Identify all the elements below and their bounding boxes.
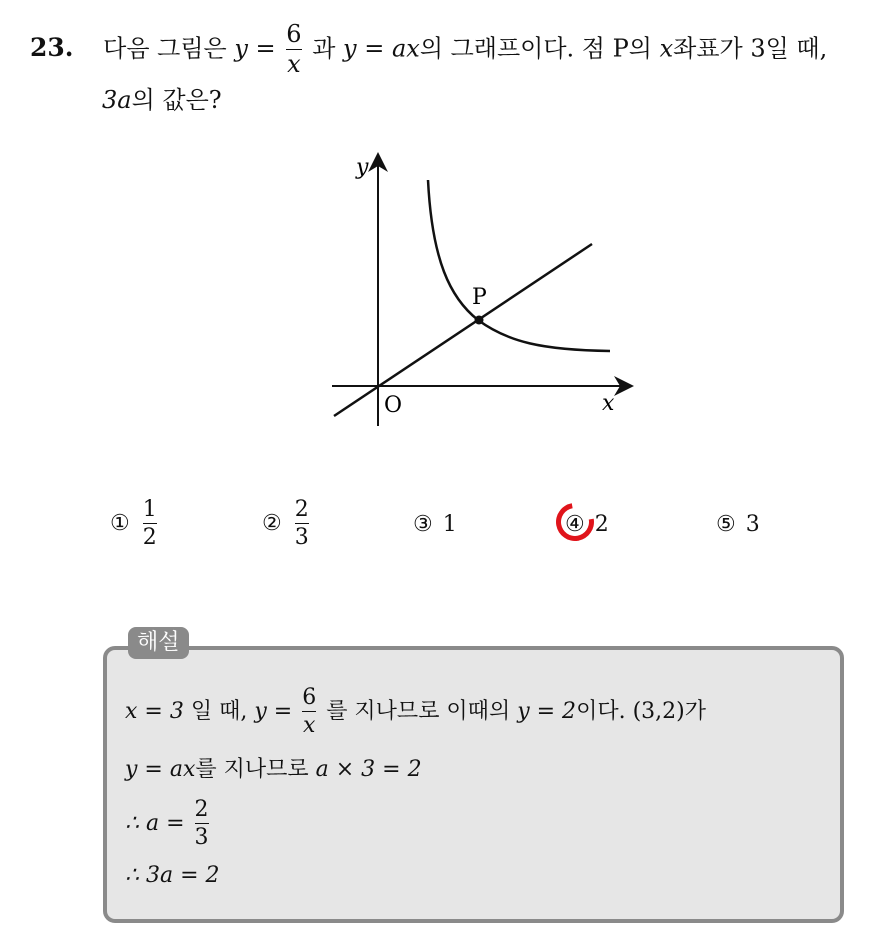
sol-l3-denominator: 3 [194,825,209,851]
selected-circle-icon [549,496,602,549]
solution-line-1 [125,686,706,737]
sol-l4: ∴ 3a = 2 [125,863,220,888]
intersection-point [475,316,484,325]
sol-l2-a: y = ax [125,757,196,782]
solution-tag: 해설 [128,627,189,659]
sol-l1-g: (3,2) [632,698,685,724]
sol-l1-denominator: x [302,713,316,739]
question-text-mid2: 의 [628,34,652,63]
sol-l3-fraction [195,798,209,849]
eq2-rhs: ax [391,34,420,63]
fraction-bar [295,523,309,524]
question-text-conj: 과 [312,34,336,63]
choice-1[interactable] [110,498,160,549]
sol-l1-h: 가 [684,698,706,724]
question-text-tail: 좌표가 3일 때, [673,34,828,63]
origin-label: O [384,393,403,418]
choice-4-mark [565,512,585,537]
fraction-bar [302,711,316,712]
choice-2[interactable] [262,498,312,549]
solution-line-4 [125,865,220,887]
line-y-ax [334,244,592,416]
choice-2-mark: ② [262,511,282,537]
sol-l1-d: 를 지나므로 이때의 [326,698,511,724]
choice-1-fraction [143,498,157,549]
sol-l3-numerator: 2 [194,797,209,822]
question-number: 23. [30,33,74,63]
x-axis-label: x [602,391,615,416]
choice-3[interactable] [413,512,457,537]
choice-1-denominator: 2 [142,525,157,551]
sol-l1-numerator: 6 [302,685,317,710]
solution-line-2 [125,759,422,781]
choice-5-value: 3 [745,512,760,537]
choice-4-mark-glyph: ④ [565,512,585,537]
eq1-fraction [286,22,301,78]
sol-l1-e: y = 2 [517,698,577,724]
choice-5-mark: ⑤ [716,512,736,537]
answer-choices [0,498,884,558]
function-graph [330,150,636,428]
choice-4[interactable] [565,512,609,537]
choice-2-numerator: 2 [294,497,309,522]
sol-l2-b: 를 지나므로 [195,757,309,782]
sol-l2-c: a × 3 = 2 [315,757,422,782]
hyperbola-curve [428,180,610,351]
question-line-1 [30,22,827,78]
choice-3-mark: ③ [413,512,433,537]
choice-1-numerator: 1 [142,497,157,522]
sol-l1-b: 일 때, [190,698,248,724]
point-name: P [612,34,629,63]
sol-l1-c: y = [254,698,293,724]
fraction-bar [195,823,209,824]
y-axis-label: y [356,155,369,180]
question-text-lead: 다음 그림은 [103,34,227,63]
question-text-mid: 의 그래프이다. 점 [419,34,605,63]
sol-l3-a: ∴ a = [125,810,185,836]
eq2-lhs: y = [343,34,385,63]
eq1-numerator: 6 [286,20,302,48]
choice-2-denominator: 3 [294,525,309,551]
choice-5[interactable] [716,512,760,537]
fraction-bar [143,523,157,524]
sol-l1-a: x = 3 [125,698,184,724]
sol-l1-fraction [302,686,316,737]
choice-4-value: 2 [594,512,609,537]
eq1-lhs: y = [234,34,276,63]
axis-var: x [659,34,674,63]
choice-2-fraction [295,498,309,549]
question-expr: 3a [102,86,132,114]
question-text-tail2: 의 값은? [131,86,222,114]
point-label: P [472,285,487,310]
choice-1-mark: ① [110,511,130,537]
eq1-denominator: x [287,50,301,79]
solution-line-3 [125,798,212,849]
sol-l1-f: 이다. [576,698,626,724]
choice-3-value: 1 [442,512,457,537]
question-line-2 [102,88,222,112]
